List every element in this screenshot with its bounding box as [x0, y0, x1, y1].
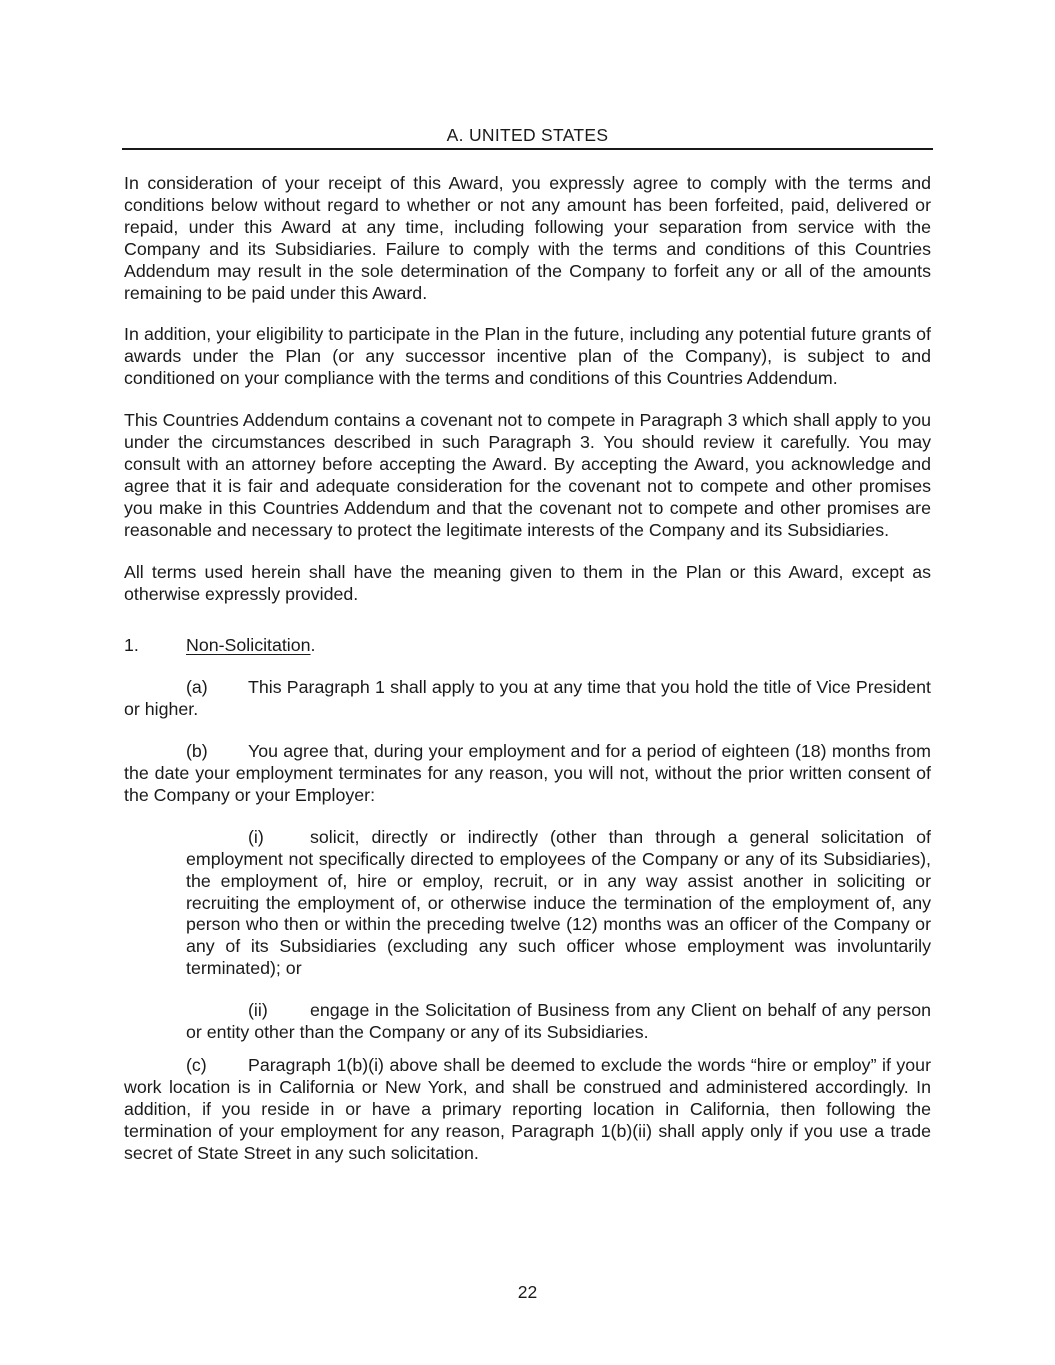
section-title: A. UNITED STATES: [122, 125, 933, 150]
page-content: [124, 125, 931, 1165]
paragraph-1a-label: (a): [186, 677, 208, 698]
paragraph-1b-ii-label: (ii): [248, 1000, 268, 1021]
page-number: 22: [517, 1282, 538, 1302]
paragraph-1b-label: (b): [186, 741, 208, 762]
paragraph-1b-ii-text: engage in the Solicitation of Business from any Client on behalf of any person or entity other than the Company or any of its Subsidiaries.: [186, 1000, 931, 1043]
paragraph-1b: [124, 741, 931, 807]
intro-paragraph-1: In consideration of your receipt of this Award, you expressly agree to comply with the terms and conditions below without regard to whether or not any amount has been forfeited, paid, delivered or repaid, under this Award at any time, including following your separation from service with the Company and its Subsidiaries. Failure to comply with the terms and conditions of this Countries Addendum may result in the sole determination of the Company to forfeit any or all of the amounts remaining to be paid under this Award.: [124, 173, 931, 303]
paragraph-1b-ii: [186, 1000, 931, 1044]
paragraph-1c: [124, 1055, 931, 1165]
paragraph-1a: [124, 677, 931, 721]
intro-paragraph-2: In addition, your eligibility to participate in the Plan in the future, including any potential future grants of awards under the Plan (or any successor incentive plan of the Company), is subject to and conditioned on your compliance with the terms and conditions of this Countries Addendum.: [124, 324, 931, 389]
paragraph-1c-text: Paragraph 1(b)(i) above shall be deemed to exclude the words “hire or employ” if your work location is in California or New York, and shall be construed and administered accordingly. In addition, if you reside in or have a primary reporting location in California, then following the termination of your employment for any reason, Paragraph 1(b)(ii) shall apply only if you use a trade secret of State Street in any such solicitation.: [124, 1055, 931, 1163]
paragraph-1b-i: [186, 827, 931, 980]
paragraph-1b-text: You agree that, during your employment and for a period of eighteen (18) months from the date your employment terminates for any reason, you will not, without the prior written consent of the Company or your Employer:: [124, 741, 931, 805]
paragraph-1a-text: This Paragraph 1 shall apply to you at any time that you hold the title of Vice President or higher.: [124, 677, 931, 720]
paragraph-1-title-suffix: .: [310, 635, 316, 656]
intro-paragraph-3: This Countries Addendum contains a covenant not to compete in Paragraph 3 which shall apply to you under the circumstances described in such Paragraph 3. You should review it carefully. You may consult with an attorney before accepting the Award. By accepting the Award, you acknowledge and agree that it is fair and adequate consideration for the covenant not to compete and other promises you make in this Countries Addendum and that the covenant not to compete and other promises are reasonable and necessary to protect the legitimate interests of the Company and its Subsidiaries.: [124, 410, 931, 540]
paragraph-1-title: Non-Solicitation: [186, 635, 311, 656]
paragraph-1-number: 1.: [124, 635, 139, 656]
paragraph-1b-i-text: solicit, directly or indirectly (other than through a general solicitation of employment not specifically directed to employees of the Company or any of its Subsidiaries), the employment of, hire or employ, recruit, or in any way assist another in soliciting or recruiting the employment of, or otherwise induce the termination of the employment of, any person who then or within the preceding twelve (12) months was an officer of the Company or any of its Subsidiaries (excluding any such officer whose employment was involuntarily terminated); or: [186, 826, 931, 979]
paragraph-1b-i-label: (i): [248, 826, 264, 847]
paragraph-1-heading: [124, 635, 931, 657]
intro-paragraph-4: All terms used herein shall have the meaning given to them in the Plan or this Award, except as otherwise expressly provided.: [124, 561, 931, 604]
paragraph-1c-label: (c): [186, 1055, 207, 1075]
